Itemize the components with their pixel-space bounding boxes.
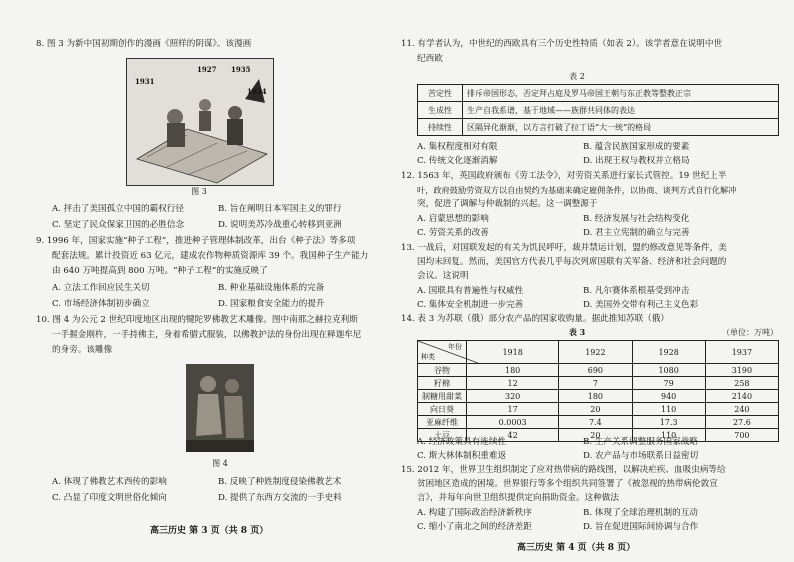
table-row — [418, 403, 779, 416]
table-cell: 1080 — [632, 364, 705, 377]
table-cell: 42 — [467, 429, 559, 442]
page-4-footer: 高三历史 第 4 页（共 8 页） — [517, 543, 636, 553]
table-corner-cell — [418, 341, 467, 364]
q14-option-d: D. 农产品与市场联系日益密切 — [583, 451, 699, 461]
table-cell: 27.6 — [705, 416, 778, 429]
q15-line-2: 贫困地区造成的困境。世界银行等多个组织共同签署了《被忽视的热带病伦敦宣 — [417, 479, 718, 489]
q13-option-d: D. 美国外交带有利己主义色彩 — [583, 300, 699, 310]
q13-option-a: A. 国联具有普遍性与权威性 — [417, 286, 524, 296]
q15-option-c: C. 缩小了南北之间的经济差距 — [417, 522, 532, 532]
q12-option-a: A. 启蒙思想的影响 — [417, 214, 489, 224]
page-3-footer: 高三历史 第 3 页（共 8 页） — [150, 526, 269, 536]
stamp-year-1: 1927 — [197, 65, 217, 74]
q13-option-b: B. 凡尔赛体系根基受到冲击 — [583, 286, 690, 296]
q14-option-b: B. 生产关系调整服务国家战略 — [583, 437, 698, 447]
column-header: 1922 — [559, 341, 632, 364]
q13-line-3: 会议。这说明 — [417, 271, 469, 281]
table-cell: 排斥帝国形态，否定拜占庭及罗马帝国王朝与东正教等整教正宗 — [463, 85, 779, 102]
figure-3-cartoon — [126, 58, 274, 186]
table-cell: 258 — [705, 377, 778, 390]
q11-option-a: A. 集权程度相对有限 — [417, 142, 498, 152]
row-header: 籽棉 — [418, 377, 467, 390]
table-cell: 700 — [705, 429, 778, 442]
q12-option-d: D. 君主立宪制的确立与完善 — [583, 228, 690, 238]
q15-line-3: 言》，并每年向世卫组织提供定向捐助资金。这种做法 — [417, 493, 619, 503]
q12-option-b: B. 经济发展与社会结构变化 — [583, 214, 690, 224]
table-cell: 17.3 — [632, 416, 705, 429]
table-row — [418, 364, 779, 377]
q11-option-d: D. 出现王权与教权并立格局 — [583, 156, 690, 166]
table-row — [418, 416, 779, 429]
q8-stem: 8. 图 3 为新中国初期创作的漫画《照样的阴谋》。该漫画 — [36, 39, 252, 49]
table-cell: 持续性 — [418, 119, 463, 136]
column-header: 1918 — [467, 341, 559, 364]
table-cell: 20 — [559, 429, 632, 442]
table-cell: 110 — [632, 403, 705, 416]
column-header: 1937 — [705, 341, 778, 364]
table-cell: 320 — [467, 390, 559, 403]
row-header: 制糖用甜菜 — [418, 390, 467, 403]
q13-line-1: 13. 一战后，对国联发起的有关为饥民呼吁，裁并禁运计划，盟约修改意见等条件，美 — [401, 243, 727, 253]
q9-option-a: A. 立法工作回应民生关切 — [52, 283, 150, 293]
statue-relief — [186, 364, 254, 452]
table-header-row — [418, 341, 779, 364]
row-header: 亚麻纤维 — [418, 416, 467, 429]
table-cell: 940 — [632, 390, 705, 403]
table-cell: 7.4 — [559, 416, 632, 429]
q12-option-c: C. 劳资关系的改善 — [417, 228, 489, 238]
q15-option-a: A. 构建了国际政治经济新秩序 — [417, 508, 532, 518]
q10-option-b: B. 反映了种姓制度侵染佛教艺术 — [218, 477, 342, 487]
row-header: 土豆 — [418, 429, 467, 442]
stamp-year-2: 1931 — [135, 77, 155, 86]
table-cell: 690 — [559, 364, 632, 377]
q9-option-b: B. 种业基础设施体系的完备 — [218, 283, 325, 293]
figure-4-statue — [186, 364, 254, 452]
q9-line-1: 9. 1996 年，国家实施“种子工程”，推进种子管理体制改革，出台《种子法》等多项 — [36, 236, 356, 246]
column-header: 1928 — [632, 341, 705, 364]
q11-option-c: C. 传统文化逐渐消解 — [417, 156, 498, 166]
figure-3-caption: 图 3 — [191, 187, 207, 196]
table-cell: 180 — [559, 390, 632, 403]
table-cell: 苦定性 — [418, 85, 463, 102]
q10-option-c: C. 凸显了印度文明世俗化倾向 — [52, 493, 167, 503]
table-cell: 17 — [467, 403, 559, 416]
q8-option-b: B. 旨在阐明日本军国主义的罪行 — [218, 204, 342, 214]
table-cell: 20 — [559, 403, 632, 416]
table-row — [418, 377, 779, 390]
table-cell: 180 — [467, 364, 559, 377]
table-3-unit: （单位：万吨） — [722, 328, 778, 337]
q10-option-d: D. 提供了东西方交流的一手史料 — [218, 493, 342, 503]
q11-option-b: B. 蕴含民族国家形成的要素 — [583, 142, 690, 152]
q13-line-2: 国均未回复。然而，美国官方代表几乎每次列席国联有关军备、经济和社会问题的 — [417, 257, 727, 267]
q10-option-a: A. 体现了佛教艺术西传的影响 — [52, 477, 167, 487]
table-cell: 12 — [467, 377, 559, 390]
q12-line-3: 突，促进了调解与仲裁制的兴起。这一调整源于 — [417, 199, 598, 209]
table-3 — [417, 340, 779, 442]
table-cell: 2140 — [705, 390, 778, 403]
figure-4-caption: 图 4 — [212, 459, 228, 468]
table-row — [418, 390, 779, 403]
q8-option-d: D. 说明美苏冷战重心转移到亚洲 — [218, 220, 342, 230]
q9-option-c: C. 市场经济体制初步确立 — [52, 299, 150, 309]
q9-option-d: D. 国家粮食安全能力的提升 — [218, 299, 325, 309]
table-row — [418, 102, 779, 119]
table-cell: 生成性 — [418, 102, 463, 119]
q10-line-2: 一手握金刚杵，一手持佛主，身着希腊式服装，以佛教护法的身份出现在释迦牟尼 — [52, 330, 362, 340]
q14-option-c: C. 斯大林体制积重难返 — [417, 451, 507, 461]
table-cell: 110 — [632, 429, 705, 442]
table-cell: 区隔异化渐渐，以方言打破了拉丁语“大一统”的格局 — [463, 119, 779, 136]
q14-option-a: A. 经济政策具有连续性 — [417, 437, 507, 447]
table-cell: 7 — [559, 377, 632, 390]
stamp-year-3: 1934 — [247, 87, 267, 96]
table-3-title: 表 3 — [568, 327, 586, 337]
table-2 — [417, 84, 779, 136]
table-row — [418, 85, 779, 102]
q12-line-2: 叶，政府鼓励劳资双方以自由契约为基础来确定雇佣条件，以协商、谈判方式自行化解冲 — [417, 185, 737, 195]
q15-line-1: 15. 2012 年，世界卫生组织制定了应对热带病的路线图，以解决疟疾、血吸虫病等给 — [401, 465, 726, 475]
corner-bottom-label: 种类 — [421, 353, 435, 361]
stamp-year-4: 1935 — [231, 65, 251, 74]
table-cell: 240 — [705, 403, 778, 416]
table-2-title: 表 2 — [569, 72, 585, 81]
table-cell: 3190 — [705, 364, 778, 377]
q8-option-c: C. 坚定了民众保家卫国的必胜信念 — [52, 220, 185, 230]
right-page — [397, 0, 794, 562]
q9-line-2: 配套法规。累计投资近 63 亿元，建成农作物种质资源库 39 个。我国种子生产能力 — [52, 251, 369, 261]
table-row — [418, 119, 779, 136]
q13-option-c: C. 集体安全机制进一步完善 — [417, 300, 524, 310]
q11-line-1: 11. 有学者认为，中世纪的西欧具有三个历史性特质（如表 2）。该学者意在说明中世 — [401, 39, 723, 49]
q10-line-1: 10. 图 4 为公元 2 世纪印度地区出现的犍陀罗佛教艺术雕像。图中南那之赫拉克利斯 — [36, 315, 358, 325]
corner-top-label: 年份 — [448, 343, 462, 351]
row-header: 谷物 — [418, 364, 467, 377]
table-cell: 0.0003 — [467, 416, 559, 429]
row-header: 向日葵 — [418, 403, 467, 416]
q8-option-a: A. 抨击了美国孤立中国的霸权行径 — [52, 204, 184, 214]
q9-line-3: 由 640 万吨提高到 800 万吨。“种子工程”的实施反映了 — [52, 266, 268, 276]
table-cell: 生产自我系谱，基于地域——族群共同体的表达 — [463, 102, 779, 119]
q15-option-b: B. 体现了全球治理机制的互动 — [583, 508, 698, 518]
q12-line-1: 12. 1563 年，英国政府颁布《劳工法令》，对劳资关系进行家长式管控。19 世纪上半 — [401, 171, 727, 181]
q14-stem: 14. 表 3 为苏联（俄）部分农产品的国家收购量。据此推知苏联（俄） — [401, 314, 669, 324]
table-cell: 79 — [632, 377, 705, 390]
q15-option-d: D. 旨在促进国际间协调与合作 — [583, 522, 699, 532]
q10-line-3: 的身旁。该雕像 — [52, 345, 113, 355]
q11-line-2: 纪西欧 — [417, 54, 443, 64]
